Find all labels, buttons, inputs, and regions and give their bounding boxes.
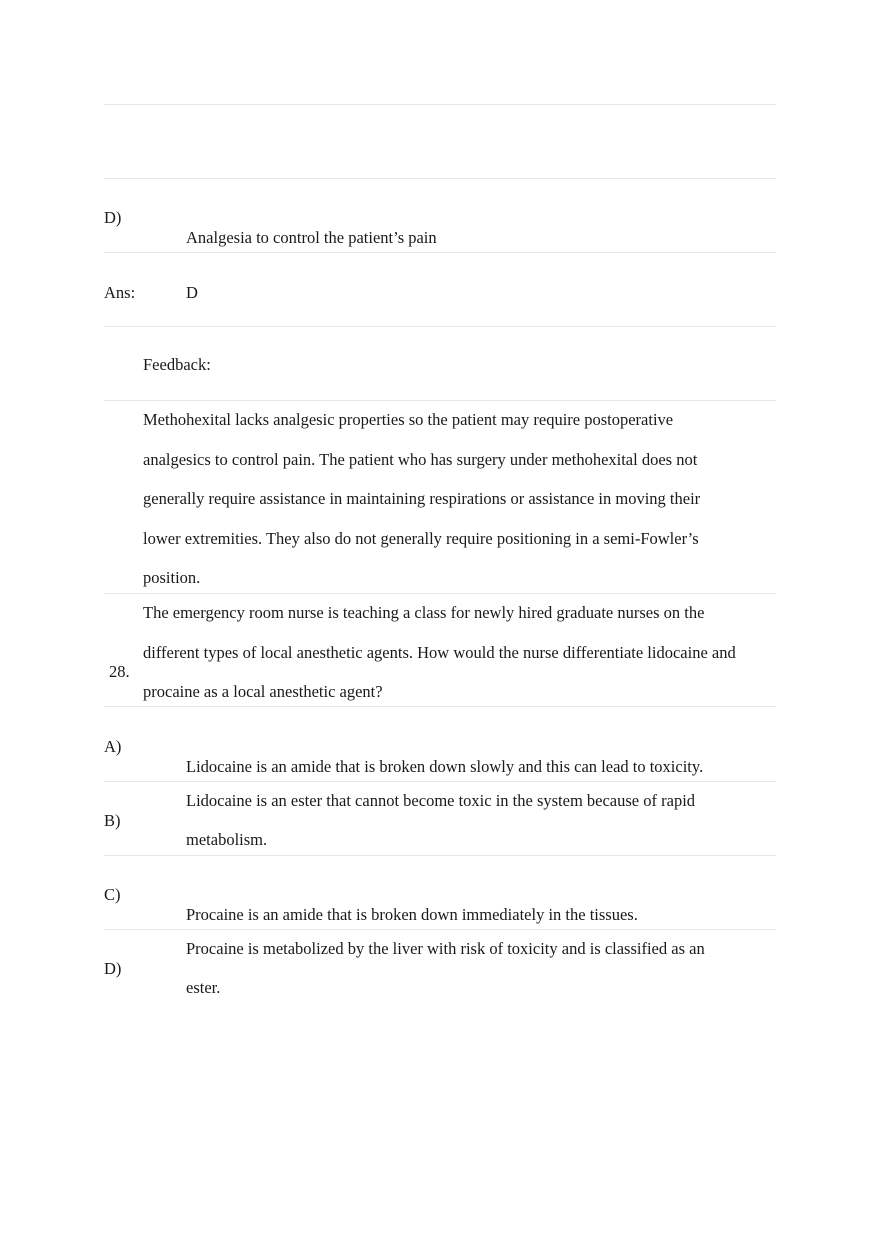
option-text — [186, 929, 766, 1007]
question-number: 28. — [109, 662, 130, 681]
question-line: different types of local anesthetic agents. How would the nurse differentiate lidocaine and — [143, 642, 736, 662]
feedback-line: generally require assistance in maintaining respirations or assistance in moving their — [143, 489, 701, 508]
option-letter: D) — [104, 959, 122, 978]
option-letter: B) — [104, 811, 121, 830]
option-letter: C) — [104, 885, 121, 904]
feedback-line: lower extremities. They also do not generally require positioning in a semi-Fowler’s — [143, 528, 699, 548]
table-rule — [104, 104, 776, 105]
answer-value: D — [186, 283, 198, 302]
option-letter: D) — [104, 208, 122, 227]
feedback-line: analgesics to control pain. The patient who has surgery under methohexital does not — [143, 449, 698, 469]
option-line: Procaine is an amide that is broken down immediately in the tissues. — [186, 905, 638, 924]
table-rule — [104, 252, 776, 253]
question-line: The emergency room nurse is teaching a class for newly hired graduate nurses on the — [143, 603, 705, 622]
feedback-label: Feedback: — [143, 355, 211, 374]
question-line: procaine as a local anesthetic agent? — [143, 682, 383, 701]
question-stem — [143, 593, 773, 712]
option-line: Procaine is metabolized by the liver with risk of toxicity and is classified as an — [186, 939, 705, 958]
option-text — [186, 781, 766, 859]
feedback-line: position. — [143, 568, 201, 587]
option-line: metabolism. — [186, 830, 268, 849]
option-text: Analgesia to control the patient’s pain — [186, 228, 437, 247]
feedback-line: Methohexital lacks analgesic properties so the patient may require postoperative — [143, 410, 674, 429]
option-line: Lidocaine is an ester that cannot become toxic in the system because of rapid — [186, 791, 696, 810]
answer-label: Ans: — [104, 283, 136, 302]
table-rule — [104, 326, 776, 327]
table-rule — [104, 178, 776, 179]
option-line: Lidocaine is an amide that is broken down slowly and this can lead to toxicity. — [186, 757, 704, 776]
option-line: ester. — [186, 978, 221, 997]
option-letter: A) — [104, 737, 122, 756]
feedback-text — [143, 400, 773, 598]
